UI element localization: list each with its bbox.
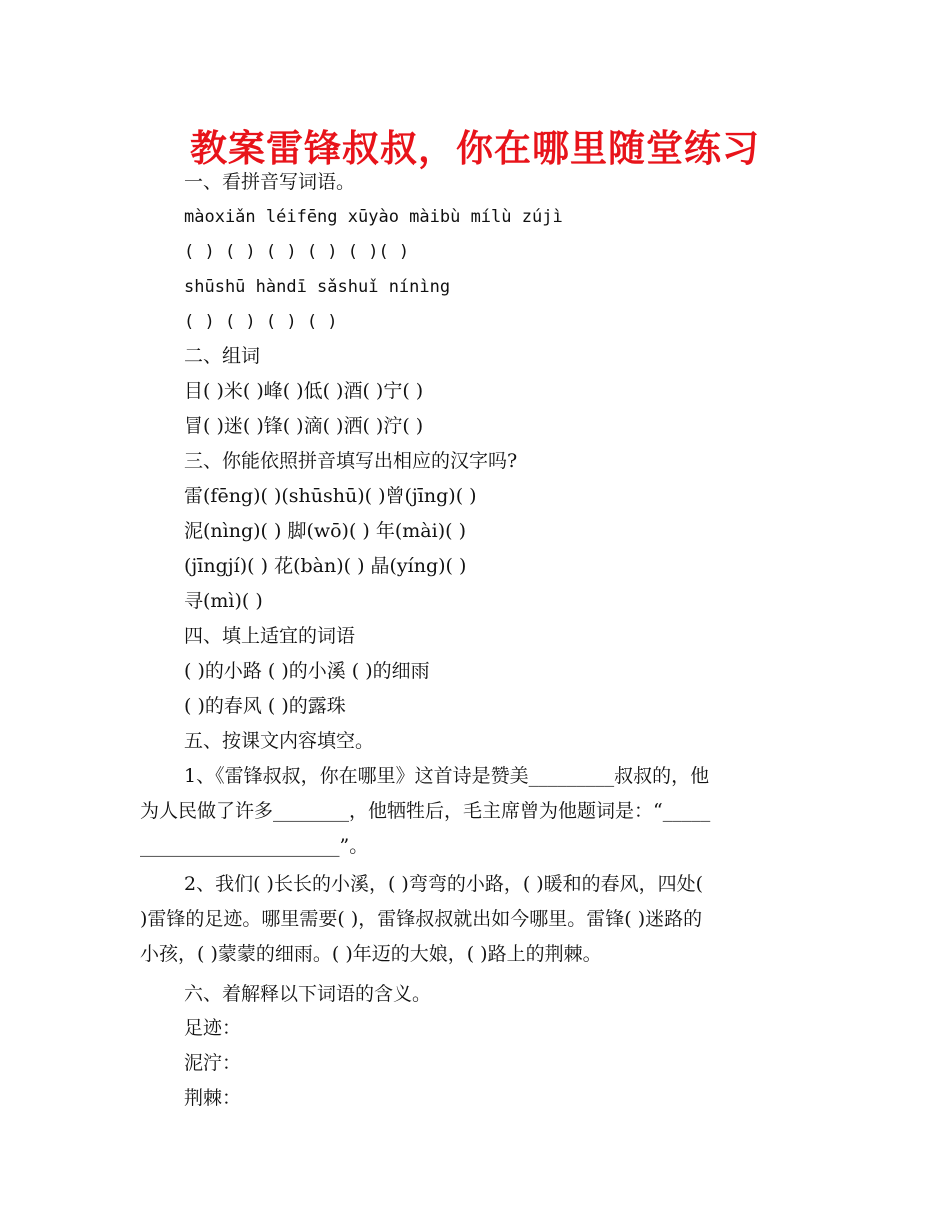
paragraph-2-line-3: 小孩，( )蒙蒙的细雨。( )年迈的大娘，( )路上的荆棘。	[140, 943, 602, 965]
word-group-line-1: 目( )米( )峰( )低( )酒( )宁( )	[184, 380, 424, 402]
blank-line-1: ( ) ( ) ( ) ( ) ( )( )	[184, 242, 410, 262]
paragraph-2-line-1: 2、我们( )长长的小溪，( )弯弯的小路，( )暖和的春风，四处(	[184, 873, 704, 895]
pinyin-fill-line-4: 寻(mì)( )	[184, 590, 263, 612]
term-footprint: 足迹：	[184, 1017, 242, 1039]
section-5-heading: 五、按课文内容填空。	[184, 730, 375, 752]
paragraph-1-line-2: 为人民做了许多________，他牺牲后，毛主席曾为他题词是：“_____	[140, 800, 711, 822]
pinyin-fill-line-1: 雷(fēng)( )(shūshū)( )曾(jīng)( )	[184, 485, 477, 507]
term-thorns: 荆棘：	[184, 1087, 242, 1109]
paragraph-2-line-2: )雷锋的足迹。哪里需要( )，雷锋叔叔就出如今哪里。雷锋( )迷路的	[140, 908, 703, 930]
section-3-heading: 三、你能依照拼音填写出相应的汉字吗?	[184, 450, 518, 472]
section-6-heading: 六、着解释以下词语的含义。	[184, 983, 432, 1005]
blank-line-2: ( ) ( ) ( ) ( )	[184, 312, 338, 332]
word-group-line-2: 冒( )迷( )锋( )滴( )洒( )泞( )	[184, 415, 424, 437]
section-4-heading: 四、填上适宜的词语	[184, 625, 356, 647]
section-2-heading: 二、组词	[184, 345, 261, 367]
fill-word-line-2: ( )的春风 ( )的露珠	[184, 695, 346, 717]
document-title: 教案雷锋叔叔，你在哪里随堂练习	[190, 127, 760, 170]
paragraph-1-line-1: 1、《雷锋叔叔，你在哪里》这首诗是赞美_________叔叔的，他	[184, 765, 710, 787]
pinyin-fill-line-3: (jīngjí)( ) 花(bàn)( ) 晶(yíng)( )	[184, 555, 467, 577]
pinyin-line-2: shūshū hàndī sǎshuǐ nínìng	[184, 277, 451, 297]
paragraph-1-line-3: _____________________”。	[140, 835, 369, 857]
section-1-heading: 一、看拼音写词语。	[184, 171, 356, 193]
pinyin-line-1: màoxiǎn léifēng xūyào màibù mílù zújì	[184, 207, 563, 227]
pinyin-fill-line-2: 泥(nìng)( ) 脚(wō)( ) 年(mài)( )	[184, 520, 466, 542]
term-muddy: 泥泞：	[184, 1052, 242, 1074]
fill-word-line-1: ( )的小路 ( )的小溪 ( )的细雨	[184, 660, 430, 682]
